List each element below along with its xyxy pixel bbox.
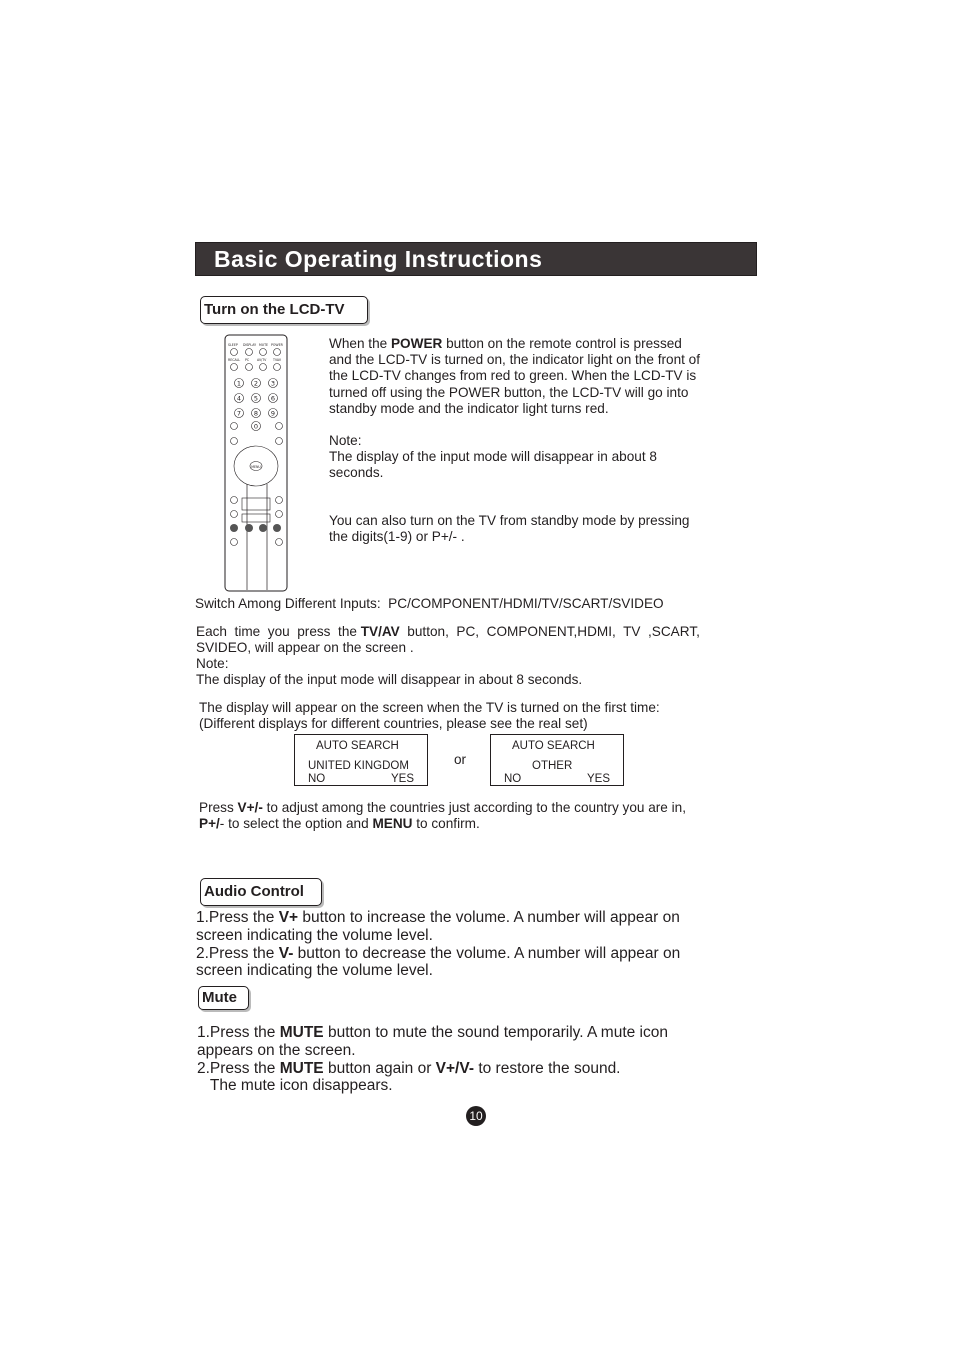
osd-yes: YES: [587, 773, 611, 785]
section-heading-mute: [198, 986, 249, 1010]
mute-instructions: 1.Press the MUTE button to mute the sound temporarily. A mute icon appears on the screen. 2.Press the MUTE button again or V+/V- to restore the sound. The mute icon disappears.: [197, 1024, 668, 1095]
svg-text:TVAV: TVAV: [273, 358, 282, 362]
switch-inputs-heading: Switch Among Different Inputs: PC/COMPONENT/HDMI/TV/SCART/SVIDEO: [195, 596, 664, 611]
svg-text:6: 6: [270, 394, 276, 403]
osd-title: AUTO SEARCH: [316, 740, 399, 752]
svg-text:1: 1: [236, 379, 242, 388]
svg-text:2: 2: [253, 379, 259, 388]
svg-text:5: 5: [253, 394, 259, 403]
turn-on-note-text: The display of the input mode will disappear in about 8 seconds.: [329, 449, 657, 481]
standby-paragraph: You can also turn on the TV from standby mode by pressing the digits(1-9) or P+/- .: [329, 513, 690, 545]
section-heading-turn-on: [200, 296, 368, 324]
switch-inputs-note-text: The display of the input mode will disappear in about 8 seconds.: [196, 672, 583, 687]
svg-text:3: 3: [270, 379, 276, 388]
osd-no: NO: [504, 773, 522, 785]
osd-country: OTHER: [532, 760, 573, 772]
svg-text:MUTE: MUTE: [259, 343, 269, 347]
turn-on-paragraph: When the POWER button on the remote control is pressed and the LCD-TV is turned on, the indicator light on the front of the LCD-TV changes from red to green. When the LCD-TV is turned off using the POWER button, the LCD-TV will go into standby mode and the indicator light turns red.: [329, 336, 701, 416]
page-title: Basic Operating Instructions: [214, 246, 543, 272]
svg-text:AV/TV: AV/TV: [257, 358, 267, 362]
section-heading-audio: [200, 878, 322, 906]
page-number: 10: [466, 1106, 486, 1126]
svg-text:4: 4: [236, 394, 242, 403]
svg-text:POWER: POWER: [271, 343, 283, 347]
osd-country: UNITED KINGDOM: [308, 760, 409, 772]
turn-on-note-label: Note:: [329, 433, 362, 448]
svg-text:MENU: MENU: [251, 465, 261, 469]
svg-text:PC: PC: [245, 358, 250, 362]
switch-inputs-paragraph: Each time you press the TV/AV button, PC, COMPONENT,HDMI, TV ,SCART, SVIDEO, will appear on the screen .: [196, 624, 700, 656]
osd-title: AUTO SEARCH: [512, 740, 595, 752]
section-heading-label: Audio Control: [204, 883, 304, 900]
svg-text:0: 0: [253, 422, 259, 431]
country-select-paragraph: Press V+/- to adjust among the countries just according to the country you are in, P+/- to select the option and MENU to confirm.: [199, 800, 687, 832]
first-time-paragraph: The display will appear on the screen when the TV is turned on the first time: (Different displays for different countries, please see the real set): [199, 700, 660, 732]
svg-text:7: 7: [236, 409, 242, 418]
switch-inputs-note-label: Note:: [196, 656, 229, 671]
svg-text:SLEEP: SLEEP: [228, 343, 238, 347]
svg-text:RECALL: RECALL: [228, 358, 241, 362]
svg-text:8: 8: [253, 409, 259, 418]
audio-instructions: 1.Press the V+ button to increase the volume. A number will appear on screen indicating the volume level. 2.Press the V- button to decrease the volume. A number will appear on screen indicating the volume level.: [196, 909, 681, 980]
section-heading-label: Mute: [202, 989, 237, 1006]
or-label: or: [454, 752, 467, 767]
osd-no: NO: [308, 773, 326, 785]
section-heading-label: Turn on the LCD-TV: [204, 301, 345, 318]
title-bar: [195, 242, 757, 276]
svg-text:DISPLAY: DISPLAY: [243, 343, 257, 347]
osd-yes: YES: [391, 773, 415, 785]
osd-box-uk: [294, 734, 428, 786]
osd-box-other: [490, 734, 624, 786]
svg-text:9: 9: [270, 409, 276, 418]
remote-control-illustration: [222, 334, 290, 592]
